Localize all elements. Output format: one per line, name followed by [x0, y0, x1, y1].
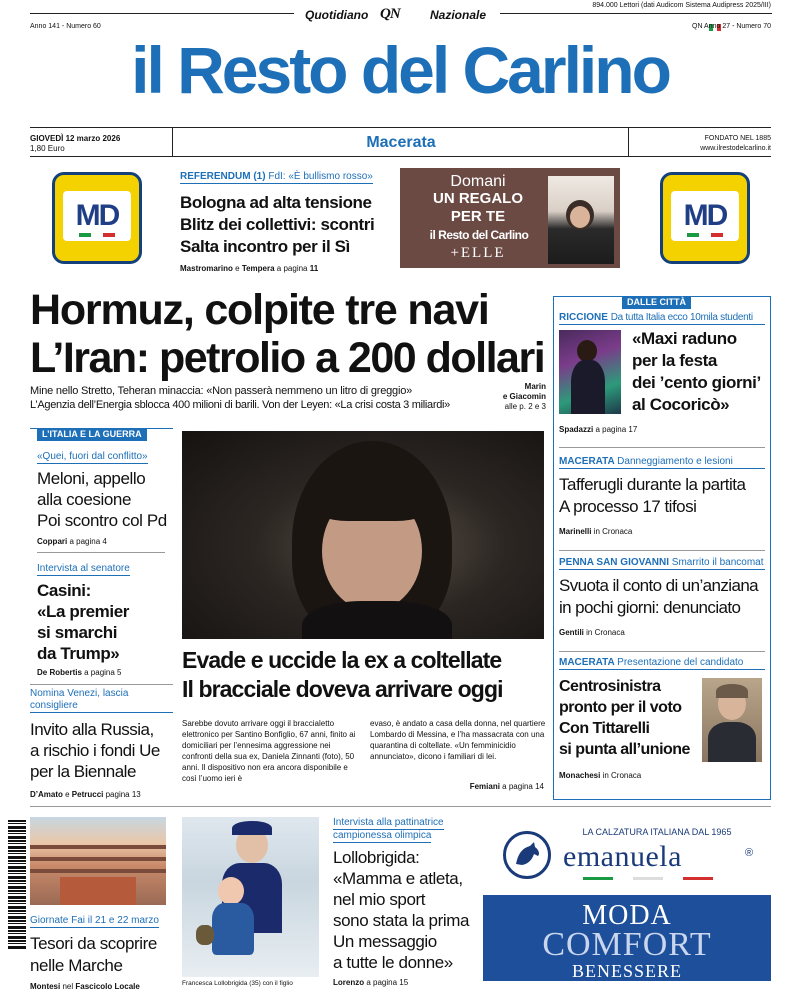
riccione-kicker-sub: Da tutta Italia ecco 10mila studenti: [610, 312, 753, 323]
article-riccione[interactable]: [559, 312, 765, 325]
promo-line-5: +ELLE: [450, 245, 506, 261]
top-story-kicker-sub: FdI: «È bullismo rosso»: [268, 171, 373, 182]
tafferugli-headline-1: Tafferugli durante la partita: [559, 475, 746, 494]
qn-issue-number: QN Anno 27 - Numero 70: [692, 23, 771, 30]
center-page: a pagina 14: [499, 782, 544, 791]
article-tittarelli[interactable]: [559, 657, 765, 670]
promo-line-2: UN REGALO: [433, 190, 523, 207]
barcode: [8, 820, 26, 950]
magazine-cover-image: [548, 176, 614, 264]
tittarelli-photo[interactable]: [702, 678, 762, 762]
website-link[interactable]: www.ilrestodelcarlino.it: [700, 145, 771, 152]
lollo-author: Lorenzo: [333, 978, 365, 987]
tafferugli-kicker-sub: Danneggiamento e lesioni: [617, 456, 733, 467]
emanuela-line-2: COMFORT: [542, 926, 712, 963]
theatre-photo[interactable]: [30, 817, 166, 905]
tafferugli-author: Marinelli: [559, 527, 592, 536]
top-story[interactable]: [180, 166, 380, 274]
byline-page-label: a pagina: [274, 264, 310, 273]
svuota-kicker-sub: Smarrito il bancomat: [671, 557, 764, 568]
lead-author-1: Marin: [524, 382, 546, 391]
founded-note: FONDATO NEL 1885: [704, 135, 771, 142]
promo-line-4: il Resto del Carlino: [429, 228, 529, 242]
meloni-author: Coppari: [37, 537, 68, 546]
article-svuota[interactable]: [559, 557, 765, 638]
lollo-headline-6: a tutte le donne»: [333, 953, 453, 972]
riccione-photo[interactable]: [559, 330, 621, 414]
lead-headline-2[interactable]: L’Iran: petrolio a 200 dollari: [30, 334, 545, 382]
biennale-kicker: Nomina Venezi, lascia consigliere: [30, 688, 173, 713]
top-story-headline-3: Salta incontro per il Sì: [180, 237, 350, 256]
md-logo-text: MD: [75, 199, 119, 232]
readers-note: 894.000 Lettori (dati Audicom Sistema Audipress 2025/III): [592, 2, 771, 9]
center-body-left: Sarebbe dovuto arrivare oggi il braccialetto elettronico per Santino Bonfiglio, 67 anni, finito ai domiciliari per l’ennesima aggressione nei confronti della sua ex, Daniela Zinnanti (foto), 50 anni. Il dispositivo non era ancora disponibile e così l’uomo ieri è: [182, 719, 356, 783]
riccione-author: Spadazzi: [559, 425, 594, 434]
riccione-kicker: RICCIONE: [559, 312, 608, 323]
article-lollobrigida[interactable]: [333, 817, 473, 988]
center-body-right: evaso, è andato a casa della donna, nel quartiere Lombardo di Messina, e l’ha massacrata con una quarantina di coltellate. «Un femminicidio annunciato», dicono i familiari di lei.: [370, 719, 546, 761]
tittarelli-headline: [559, 676, 699, 760]
lead-subhead-2: L’Agenzia dell’Energia sblocca 400 milioni di barili. Von der Leyen: «La crisi costa 3 miliardi»: [30, 399, 451, 411]
biennale-page: pagina 13: [103, 790, 141, 799]
fai-author: Montesi: [30, 982, 61, 991]
svuota-author: Gentili: [559, 628, 584, 637]
tittarelli-author: Monachesi: [559, 771, 601, 780]
emanuela-panel: [483, 895, 771, 981]
article-casini[interactable]: [37, 558, 173, 678]
riccione-headline-4: al Cocoricò»: [632, 395, 730, 414]
lollobrigida-photo[interactable]: [182, 817, 319, 977]
article-tafferugli[interactable]: [559, 456, 765, 537]
md-logo-text: MD: [683, 199, 727, 232]
tittarelli-page: in Cronaca: [600, 771, 642, 780]
emanuela-registered: ®: [745, 847, 754, 859]
emanuela-line-1: MODA: [582, 900, 672, 931]
casini-headline-3: si smarchi: [37, 623, 118, 642]
edition-name: Macerata: [366, 134, 436, 151]
fai-headline-2: nelle Marche: [30, 956, 123, 975]
emanuela-brand: emanuela: [563, 840, 682, 873]
issue-price: 1,80 Euro: [30, 144, 65, 153]
riccione-headline-3: dei ’cento giorni’: [632, 373, 761, 392]
article-fai[interactable]: [30, 910, 168, 992]
top-story-headline-2: Blitz dei collettivi: scontri: [180, 215, 375, 234]
fai-sep: nel: [60, 982, 76, 991]
meloni-headline-2: alla coesione: [37, 490, 132, 509]
biennale-headline-2: a rischio i fondi Ue: [30, 741, 160, 760]
fai-kicker: Giornate Fai il 21 e 22 marzo: [30, 915, 159, 926]
tittarelli-kicker: MACERATA: [559, 657, 615, 668]
casini-author: De Robertis: [37, 668, 82, 677]
casini-headline-4: da Trump»: [37, 644, 120, 663]
fai-location: Fascicolo Locale: [75, 982, 140, 991]
lollo-kicker-1: Intervista alla pattinatrice: [333, 817, 444, 828]
meloni-headline-1: Meloni, appello: [37, 469, 146, 488]
lead-headline-1[interactable]: Hormuz, colpite tre navi: [30, 286, 489, 334]
tittarelli-headline-2: pronto per il voto: [559, 699, 682, 716]
casini-headline-1: Casini:: [37, 581, 91, 600]
casini-page: a pagina 5: [81, 668, 122, 677]
md-logo-right[interactable]: [660, 172, 750, 264]
biennale-headline-3: per la Biennale: [30, 762, 136, 781]
biennale-author-2: Petrucci: [71, 790, 104, 799]
svuota-headline-1: Svuota il conto di un’anziana: [559, 576, 759, 595]
section-label-cities: DALLE CITTÀ: [622, 296, 691, 309]
fai-headline-1: Tesori da scoprire: [30, 934, 157, 953]
tittarelli-headline-4: si punta all’unione: [559, 741, 690, 758]
riccione-headline-2: per la festa: [632, 351, 717, 370]
meloni-page: a pagina 4: [67, 537, 107, 546]
byline-author: Tempera: [241, 264, 275, 273]
tittarelli-headline-3: Con Tittarelli: [559, 720, 650, 737]
riccione-page: a pagina 17: [593, 425, 638, 434]
lollo-page: a pagina 15: [364, 978, 409, 987]
tagline-right: Nazionale: [430, 8, 487, 22]
emanuela-tagline: LA CALZATURA ITALIANA DAL 1965: [582, 827, 732, 837]
byline-author: Mastromarino: [180, 264, 233, 273]
top-story-headline-1: Bologna ad alta tensione: [180, 193, 372, 212]
svuota-headline-2: in pochi giorni: denunciato: [559, 598, 741, 617]
article-meloni[interactable]: [37, 446, 173, 547]
tagline-left: Quotidiano: [305, 8, 369, 22]
tafferugli-page: in Cronaca: [591, 527, 633, 536]
lollo-headline-1: Lollobrigida:: [333, 848, 420, 867]
lollo-headline-5: Un messaggio: [333, 932, 437, 951]
md-logo-left[interactable]: [52, 172, 142, 264]
byline-page: 11: [309, 264, 319, 273]
lollo-kicker-2: campionessa olimpica: [333, 830, 432, 841]
tittarelli-kicker-sub: Presentazione del candidato: [617, 657, 744, 668]
tafferugli-kicker: MACERATA: [559, 456, 615, 467]
top-story-kicker: REFERENDUM (1): [180, 171, 266, 182]
byline-sep: e: [232, 264, 242, 273]
lollo-headline-3: nel mio sport: [333, 890, 426, 909]
article-biennale[interactable]: [30, 688, 173, 800]
horse-logo-icon: [503, 831, 551, 879]
svuota-page: in Cronaca: [583, 628, 625, 637]
newspaper-title[interactable]: il Resto del Carlino: [131, 33, 669, 107]
center-headline[interactable]: [182, 646, 546, 704]
biennale-author-1: D’Amato: [30, 790, 63, 799]
center-headline-2: Il bracciale doveva arrivare oggi: [182, 676, 503, 702]
riccione-headline: [632, 328, 768, 416]
tafferugli-headline-2: A processo 17 tifosi: [559, 497, 697, 516]
tittarelli-headline-1: Centrosinistra: [559, 678, 661, 695]
lollo-headline-2: «Mamma e atleta,: [333, 869, 463, 888]
center-headline-1: Evade e uccide la ex a coltellate: [182, 647, 502, 673]
promo-line-3: PER TE: [450, 208, 506, 225]
lead-subhead-1: Mine nello Stretto, Teheran minaccia: «Non passerà nemmeno un litro di greggio»: [30, 385, 413, 397]
promo-line-1: Domani: [450, 173, 506, 190]
svuota-kicker: PENNA SAN GIOVANNI: [559, 557, 670, 568]
biennale-headline-1: Invito alla Russia,: [30, 720, 154, 739]
issue-date: GIOVEDÌ 12 marzo 2026: [30, 134, 121, 143]
qn-logo: QN: [380, 6, 400, 22]
center-author: Femiani: [469, 782, 500, 791]
meloni-headline-3: Poi scontro col Pd: [37, 511, 167, 530]
photo-caption: Francesca Lollobrigida (35) con il figlio: [182, 980, 293, 987]
casini-headline-2: «La premier: [37, 602, 129, 621]
emanuela-ad[interactable]: [483, 817, 771, 981]
casini-kicker: Intervista al senatore: [37, 563, 130, 574]
lollo-headline-4: sono stata la prima: [333, 911, 470, 930]
lead-author-2: e Giacomin: [502, 392, 546, 401]
emanuela-line-3: BENESSERE: [571, 961, 682, 981]
biennale-author-sep: e: [62, 790, 72, 799]
meloni-kicker: «Quei, fuori dal conflitto»: [37, 451, 148, 462]
section-label-war: L’ITALIA E LA GUERRA: [37, 428, 147, 441]
lead-pages: alle p. 2 e 3: [504, 402, 546, 411]
issue-number: Anno 141 - Numero 60: [30, 23, 101, 30]
promo-ad[interactable]: [400, 168, 620, 268]
riccione-headline-1: «Maxi raduno: [632, 329, 737, 348]
victim-photo[interactable]: [182, 431, 544, 639]
